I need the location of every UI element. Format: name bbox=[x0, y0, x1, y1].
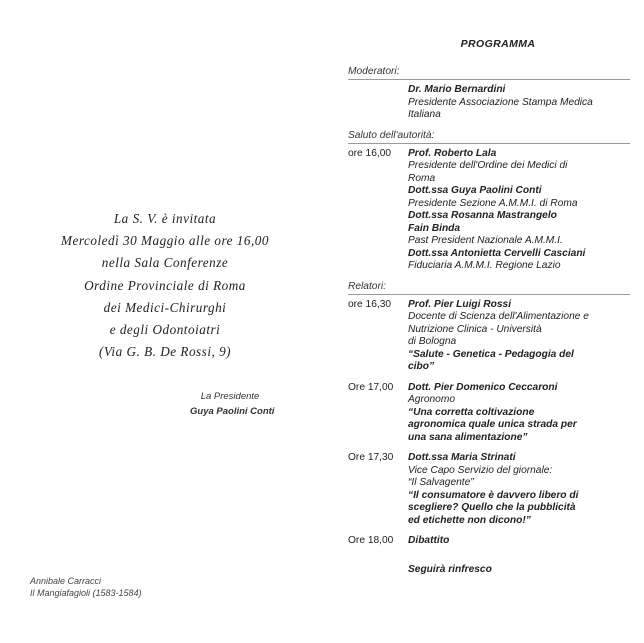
speaker-name: Dott.ssa Maria Strinati bbox=[408, 452, 516, 463]
moderator-entry bbox=[348, 84, 630, 122]
artwork-credit bbox=[30, 575, 142, 599]
debate-time: Ore 18,00 bbox=[348, 535, 394, 546]
speaker-role: Nutrizione Clinica - Università bbox=[408, 323, 542, 335]
moderator-name: Dr. Mario Bernardini bbox=[408, 84, 506, 95]
talk-title: “Salute - Genetica - Pedagogia del bbox=[408, 348, 574, 360]
speaker-name: Dott.ssa Rosanna Mastrangelo bbox=[408, 210, 557, 221]
program-title: PROGRAMMA bbox=[460, 38, 536, 50]
talk-title: una sana alimentazione” bbox=[408, 431, 528, 443]
speaker-role: di Bologna bbox=[408, 336, 457, 347]
invite-line: nella Sala Conferenze bbox=[101, 255, 229, 271]
invitation-text bbox=[30, 208, 300, 363]
talk-time: Ore 17,30 bbox=[348, 452, 394, 463]
debate-entry bbox=[348, 535, 630, 548]
speaker-role: “Il Salvagente” bbox=[408, 477, 474, 488]
talk-entry bbox=[348, 452, 630, 527]
speaker-role: Docente di Scienza dell'Alimentazione e bbox=[408, 311, 589, 322]
moderator-role: Presidente Associazione Stampa Medica bbox=[408, 96, 593, 108]
greeting-time: ore 16,00 bbox=[348, 147, 392, 159]
greeting-entry bbox=[348, 148, 630, 273]
moderator-role: Italiana bbox=[408, 109, 441, 120]
talk-entry bbox=[348, 382, 630, 445]
artwork-title: Il Mangiafagioli (1583-1584) bbox=[30, 588, 142, 598]
invite-line: Ordine Provinciale di Roma bbox=[84, 277, 246, 293]
greeting-label: Saluto dell'autorità: bbox=[348, 130, 630, 144]
invite-line: (Via G. B. De Rossi, 9) bbox=[98, 344, 232, 360]
talk-title: ed etichette non dicono!” bbox=[408, 514, 531, 526]
talk-time: ore 16,30 bbox=[348, 298, 392, 310]
speaker-name: Dott. Pier Domenico Ceccaroni bbox=[408, 381, 558, 393]
speaker-role: Past President Nazionale A.M.M.I. bbox=[408, 235, 563, 246]
invite-line: dei Medici-Chirurghi bbox=[103, 299, 227, 315]
talk-entry bbox=[348, 299, 630, 374]
speaker-role: Presidente dell'Ordine dei Medici di bbox=[408, 160, 568, 171]
program-panel bbox=[348, 38, 630, 576]
speaker-name: Dott.ssa Guya Paolini Conti bbox=[408, 185, 542, 196]
speaker-role: Roma bbox=[408, 172, 436, 184]
talk-title: agronomica quale unica strada per bbox=[408, 419, 577, 430]
speaker-name: Prof. Roberto Lala bbox=[408, 147, 497, 159]
closing-label: Seguirà rinfresco bbox=[408, 563, 492, 575]
talk-title: “Una corretta coltivazione bbox=[408, 406, 535, 418]
speaker-name: Fain Binda bbox=[408, 222, 461, 234]
speaker-role: Presidente Sezione A.M.M.I. di Roma bbox=[408, 197, 578, 209]
invite-line: Mercoledì 30 Maggio alle ore 16,00 bbox=[61, 233, 269, 249]
president-role: La Presidente bbox=[200, 391, 260, 402]
talk-title: “Il consumatore è davvero libero di bbox=[408, 489, 579, 501]
speakers-label: Relatori: bbox=[348, 281, 630, 295]
speaker-role: Agronomo bbox=[408, 394, 456, 405]
speaker-name: Dott.ssa Antonietta Cervelli Casciani bbox=[408, 247, 586, 259]
invite-line: e degli Odontoiatri bbox=[109, 322, 221, 338]
invite-line: La S. V. è invitata bbox=[113, 211, 217, 226]
talk-title: cibo” bbox=[408, 361, 435, 372]
speaker-name: Prof. Pier Luigi Rossi bbox=[408, 298, 512, 310]
talk-time: Ore 17,00 bbox=[348, 381, 394, 393]
debate-label: Dibattito bbox=[408, 535, 450, 546]
president-name: Guya Paolini Conti bbox=[190, 406, 275, 417]
president-signature bbox=[190, 391, 275, 417]
moderators-label: Moderatori: bbox=[348, 66, 630, 80]
speaker-role: Fiduciaria A.M.M.I. Regione Lazio bbox=[408, 260, 561, 271]
closing-entry bbox=[348, 564, 630, 577]
artwork-artist: Annibale Carracci bbox=[30, 576, 102, 586]
talk-title: scegliere? Quello che la pubblicità bbox=[408, 502, 576, 513]
speaker-role: Vice Capo Servizio del giornale: bbox=[408, 464, 553, 476]
